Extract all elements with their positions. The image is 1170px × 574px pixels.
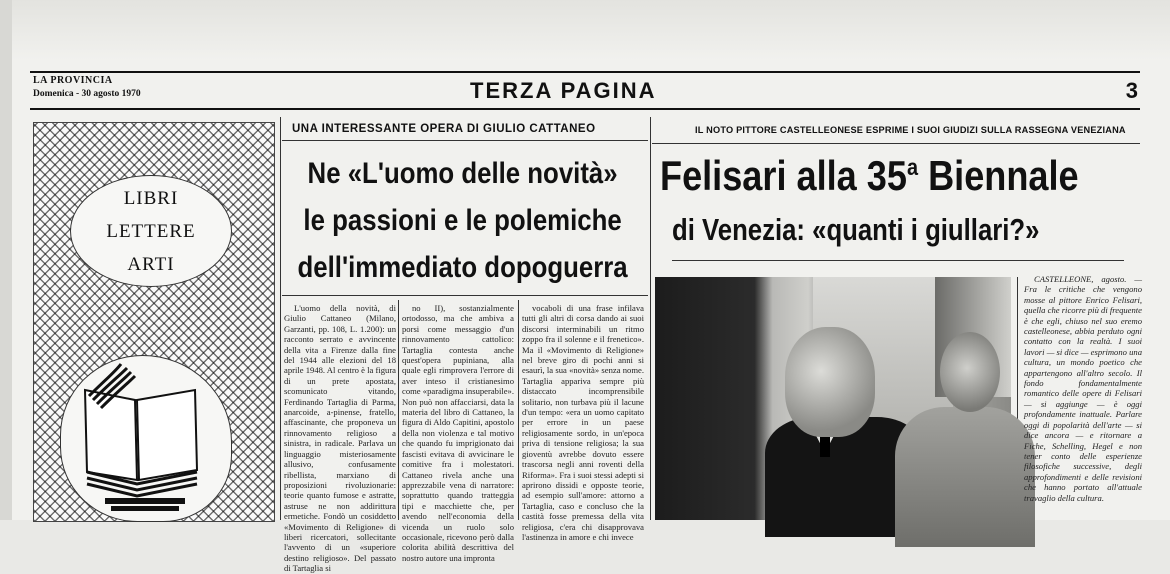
rubric-label-oval <box>70 175 232 287</box>
article1-body-col2: no II), sostanzialmente ortodosso, ma che ambiva a porsi come messaggio d'un rinnovamento cattolico: Tartaglia contesta anche quest'opera pupiniana, alla quale egli rimprovera l'errore di aver inteso il cristianesimo come «paradigma insuperabile». Non può non affacciarsi, data la materia del libro di Cattaneo, la figura di Aldo Capitini, apostolo della non violenza e tal motivo che quando fu imprigionato dai fascisti evitava di avvicinare le comitive fra i molestatori. Cattaneo rivela anche una apprezzabile vena di narratore: soprattutto quando tratteggia tipi e macchiette che, per avendo nell'economia della vicenda un ruolo solo occasionale, ricevono però dalla colorita abilità descrittiva del nostro autore una impronta <box>402 303 514 563</box>
article2-body: CASTELLEONE, agosto. — Fra le critiche che vengono mosse al pittore Enrico Felisari, quella che ricorre più di frequente è che egli, chiuso nel suo eremo castelleonese, abbia perduto ogni contatto con la realtà. I suoi lavori — si dice — esprimono una cultura, un mondo poetico che appartengono all'altro secolo. Il fondo fondamentalmente romantico delle opere di Felisari — si aggiunge — è oggi profondamente inattuale. Parlare oggi di popolarità dell'arte — si dice ancora — e ritornare a Fiche, Schelling, Hegel e non tener conto delle esperienze filosofiche successive, degli approfondimenti e delle revisioni che hanno portato all'attuale travaglio della cultura. <box>1024 274 1142 503</box>
news-photo-felisari <box>655 277 1011 520</box>
issue-date: Domenica - 30 agosto 1970 <box>33 89 141 99</box>
masthead-bottom-rule <box>30 108 1140 110</box>
headline-line: le passioni e le polemiche <box>303 204 622 237</box>
article2-headline-line2: di Venezia: «quanti i giullari?» <box>672 212 1040 247</box>
open-book-icon <box>75 360 215 515</box>
article2-headline-line1: Felisari alla 35$^a$ Biennale <box>660 152 1079 199</box>
rubric-line-libri: LIBRI <box>123 187 179 209</box>
column-rule <box>398 300 399 520</box>
headline-rule <box>282 295 648 296</box>
masthead-top-rule <box>30 71 1140 73</box>
paper-name: LA PROVINCIA <box>33 75 113 86</box>
column-rule <box>280 117 281 520</box>
article1-headline <box>282 150 643 291</box>
article1-kicker: UNA INTERESSANTE OPERA DI GIULIO CATTANEO <box>292 123 596 135</box>
article2-kicker: IL NOTO PITTORE CASTELLEONESE ESPRIME I SUOI GIUDIZI SULLA RASSEGNA VENEZIANA <box>695 125 1126 135</box>
show-through-area <box>12 0 1170 60</box>
article1-body-col1: L'uomo della novità, di Giulio Cattaneo (Milano, Garzanti, pp. 108, L. 1.200): un racconto serrato e avvincente della vita a Firenze dalla fine del 1944 alle elezioni del 18 aprile 1948. Al centro è la figura di un prete apostata, scomunicato vitando, Ferdinando Tartaglia di Parma, anarcoide, a-pinense, fratello, affascinante, che proponeva un rinnovamento religioso a sinistra, in radicale. Parlava un linguaggio misteriosamente allusivo, confusamente ribellista, marxiano di proposizioni rivoluzionarie: teorie quanto fumose e astratte, astruse ne non addirittura ermetiche. Fondò un cosiddetto «Movimento di Religione» di liberi ricercatori, sollecitante l'avvento di un «superiore destino religioso». Del passato di Tartaglia si <box>284 303 396 574</box>
kicker-rule <box>652 143 1140 144</box>
headline-line: dell'immediato dopoguerra <box>297 251 628 284</box>
column-rule <box>650 117 651 520</box>
page-edge <box>0 0 12 520</box>
page-number: 3 <box>1125 78 1138 103</box>
rubric-line-lettere: LETTERE <box>106 220 196 242</box>
rubric-line-arti: ARTI <box>127 253 175 275</box>
kicker-rule <box>282 140 648 141</box>
section-title: TERZA PAGINA <box>470 78 657 103</box>
column-rule <box>518 300 519 520</box>
article1-body-col3: vocaboli di una frase infilava tutti gli altri di corsa dando ai suoi discorsi interminabili un ritmo zoppo fra il solenne e il frenetico». Ma il «Movimento di Religione» nel breve giro di pochi anni si esaurì, la sua «novità» senza nome. Tartaglia appariva sempre più distaccato incomprensibile solitario, non turbava più il lacune d'un tempo: «era un uomo capitato per errore in un paese religiosamente sordo, in un'epoca priva di tensione religiosa; la sua gioventù avrebbe dovuto essere trascorsa negli anni roventi della Riforma». Fra i suoi stessi adepti si aprirono dissidi e opposte teorie, ad esempio sull'amore: attorno a Tartaglia, caso e concluso che la castità fosse premessa della vita religiosa, c'era chi disapprovava l'astinenza in amore e chi invece <box>522 303 644 542</box>
headline-rule <box>672 260 1124 261</box>
headline-line: Ne «L'uomo delle novità» <box>307 157 618 190</box>
